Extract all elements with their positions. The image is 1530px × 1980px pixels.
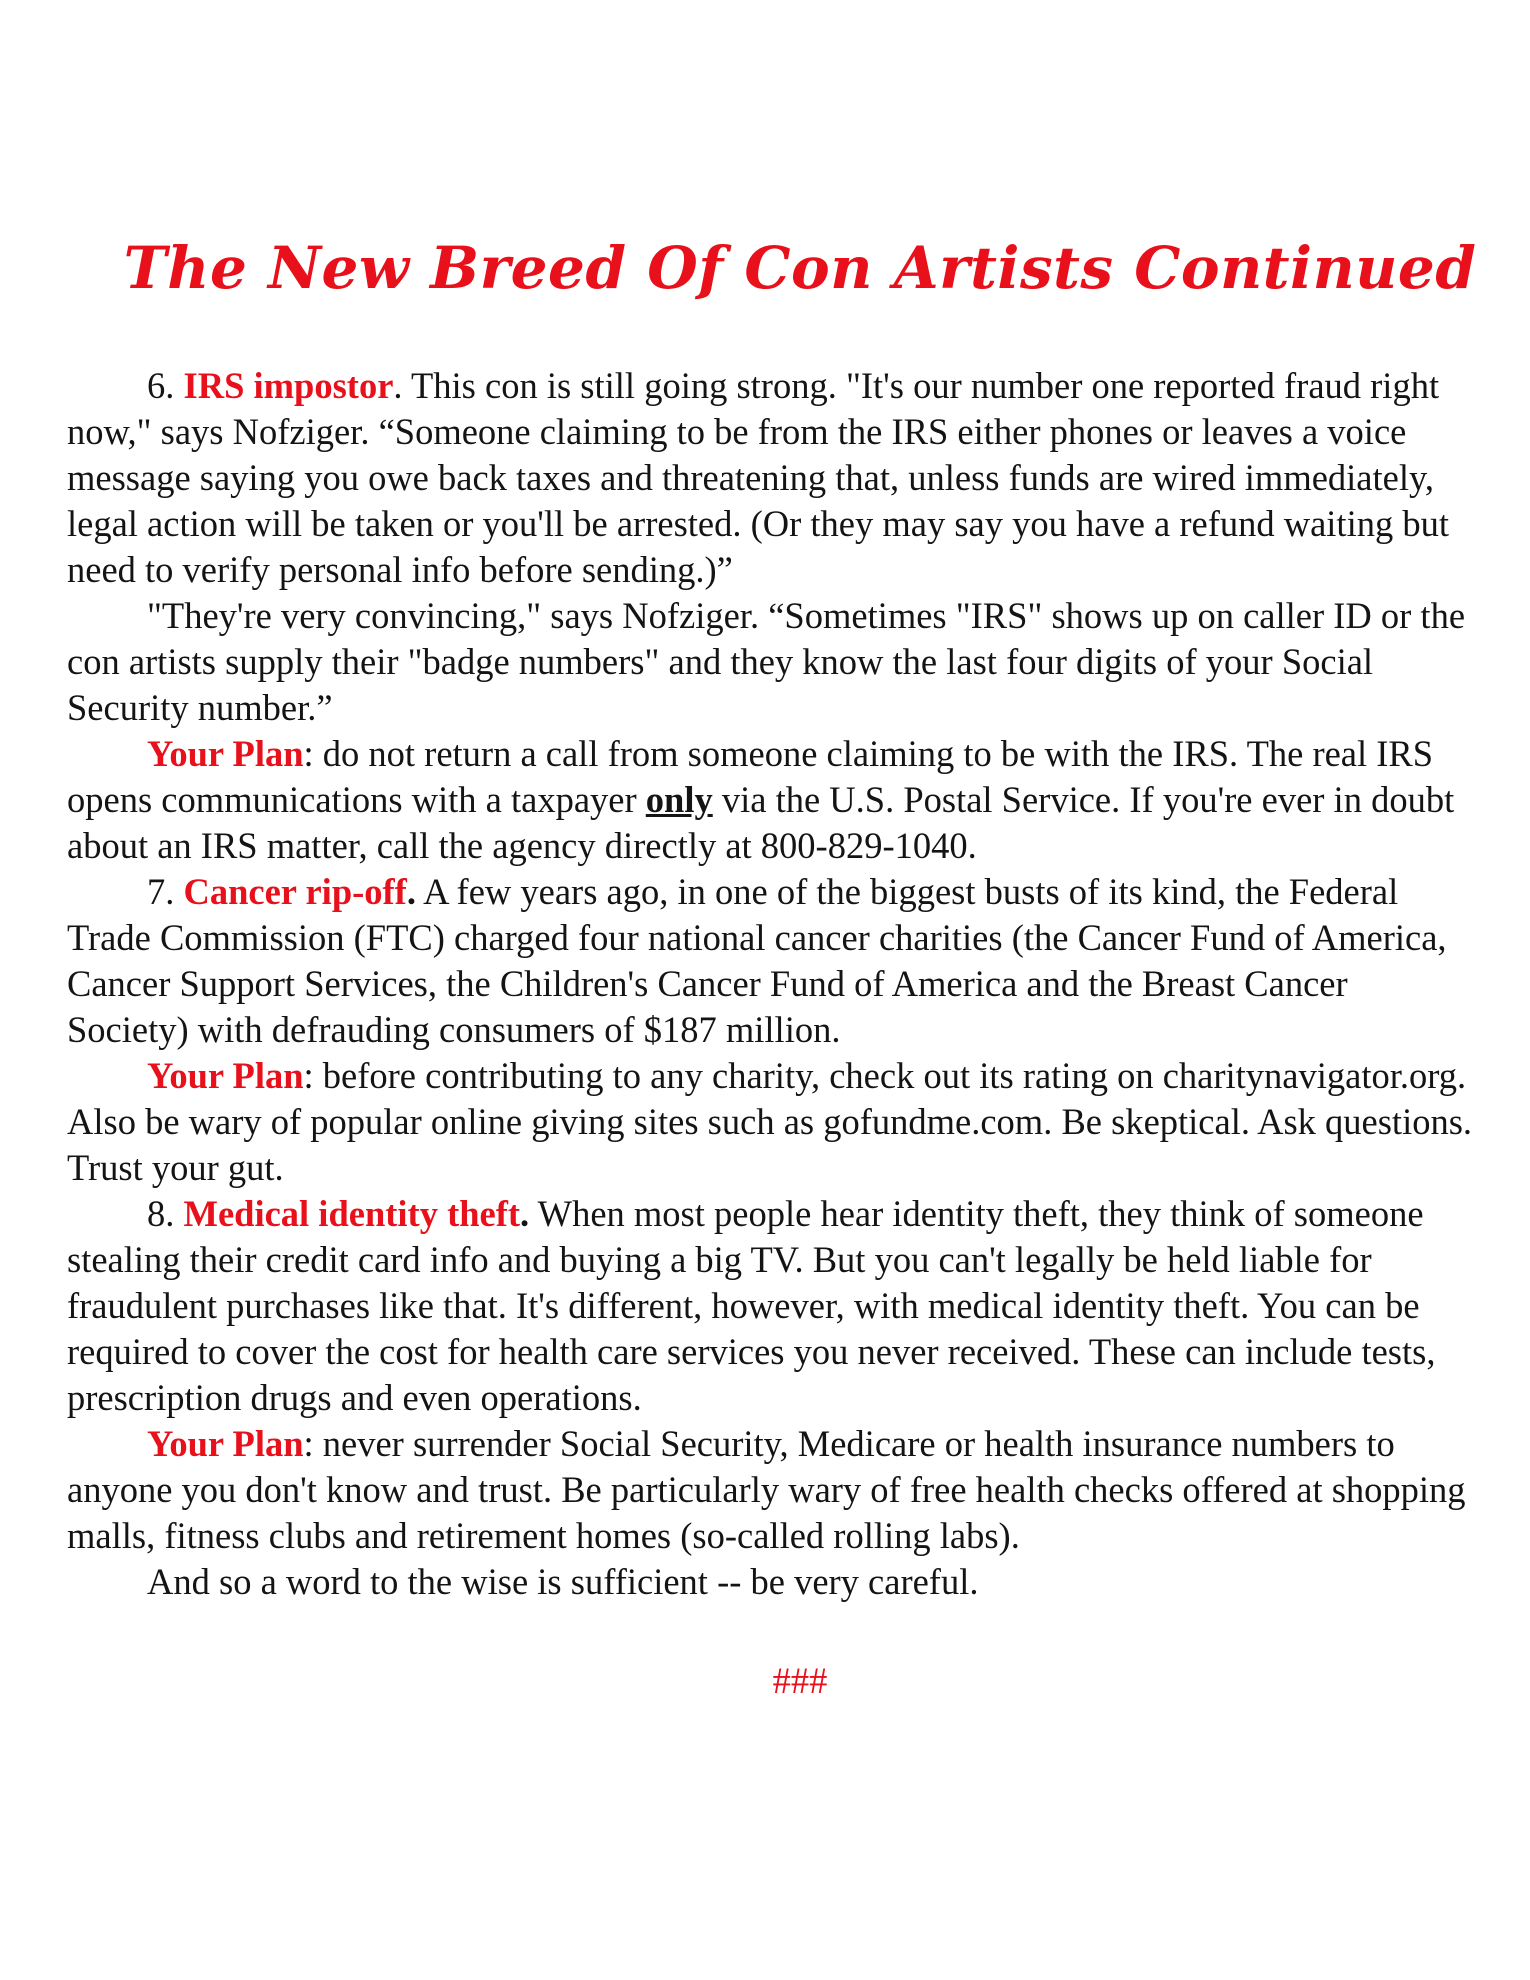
heading-period: . — [406, 871, 416, 912]
paragraph-text: A few years ago, in one of the biggest busts of its kind, the Federal Trade Commission (FTC) charged four national cancer charities (the Cancer Fund of America, Cancer Support Services, the Children's Cancer Fund of America and the Breast Cancer Society) with defrauding consumers of $187 million. — [67, 871, 1447, 1050]
paragraph-irs-quote — [67, 593, 1477, 731]
paragraph-your-plan-medical — [67, 1421, 1477, 1559]
paragraph-closing — [67, 1559, 1477, 1605]
page-title: The New Breed Of Con Artists Continued — [123, 234, 1477, 302]
item-number: 7. — [147, 871, 184, 912]
emphasis-only: only — [645, 779, 713, 820]
paragraph-text: : before contributing to any charity, check out its rating on charitynavigator.org. Also be wary of popular online giving sites such as gofundme.com. Be skeptical. Ask questions. Trust your gut. — [67, 1055, 1473, 1188]
paragraph-medical-identity-theft — [67, 1191, 1477, 1421]
end-mark: ### — [772, 1660, 828, 1701]
item-heading-cancer-rip-off: Cancer rip-off — [183, 871, 407, 912]
paragraph-cancer-rip-off — [67, 869, 1477, 1053]
item-heading-medical-identity-theft: Medical identity theft — [183, 1193, 521, 1234]
paragraph-your-plan-irs — [67, 731, 1477, 869]
heading-period: . — [520, 1193, 530, 1234]
your-plan-label: Your Plan — [147, 1055, 304, 1096]
paragraph-your-plan-charity — [67, 1053, 1477, 1191]
article-body — [67, 363, 1477, 1605]
paragraph-text: When most people hear identity theft, they think of someone stealing their credit card info and buying a big TV. But you can't legally be held liable for fraudulent purchases like that. It's different, however, with medical identity theft. You can be required to cover the cost for health care services you never received. These can include tests, prescription drugs and even operations. — [67, 1193, 1436, 1418]
item-number: 6. — [147, 365, 184, 406]
paragraph-text: : do not return a call from someone claiming to be with the IRS. The real IRS opens communications with a taxpayer — [67, 733, 1434, 820]
paragraph-text: : never surrender Social Security, Medicare or health insurance numbers to anyone you don't know and trust. Be particularly wary of free health checks offered at shopping malls, fitness clubs and retirement homes (so-called rolling labs). — [67, 1423, 1466, 1556]
item-number: 8. — [147, 1193, 184, 1234]
your-plan-label: Your Plan — [147, 733, 304, 774]
paragraph-text: . This con is still going strong. "It's our number one reported fraud right now," says Nofziger. “Someone claiming to be from the IRS either phones or leaves a voice message saying you owe back taxes and threatening that, unless funds are wired immediately, legal action will be taken or you'll be arrested. (Or they may say you have a refund waiting but need to verify personal info before sending.)” — [67, 365, 1449, 590]
paragraph-text: "They're very convincing," says Nofziger. “Sometimes "IRS" shows up on caller ID or the con artists supply their "badge numbers" and they know the last four digits of your Social Security number.” — [67, 595, 1466, 728]
paragraph-text: And so a word to the wise is sufficient -- be very careful. — [147, 1561, 979, 1602]
paragraph-text: via the U.S. Postal Service. If you're ever in doubt about an IRS matter, call the agency directly at 800-829-1040. — [67, 779, 1455, 866]
your-plan-label: Your Plan — [147, 1423, 304, 1464]
item-heading-irs-impostor: IRS impostor — [183, 365, 394, 406]
paragraph-irs-impostor — [67, 363, 1477, 593]
